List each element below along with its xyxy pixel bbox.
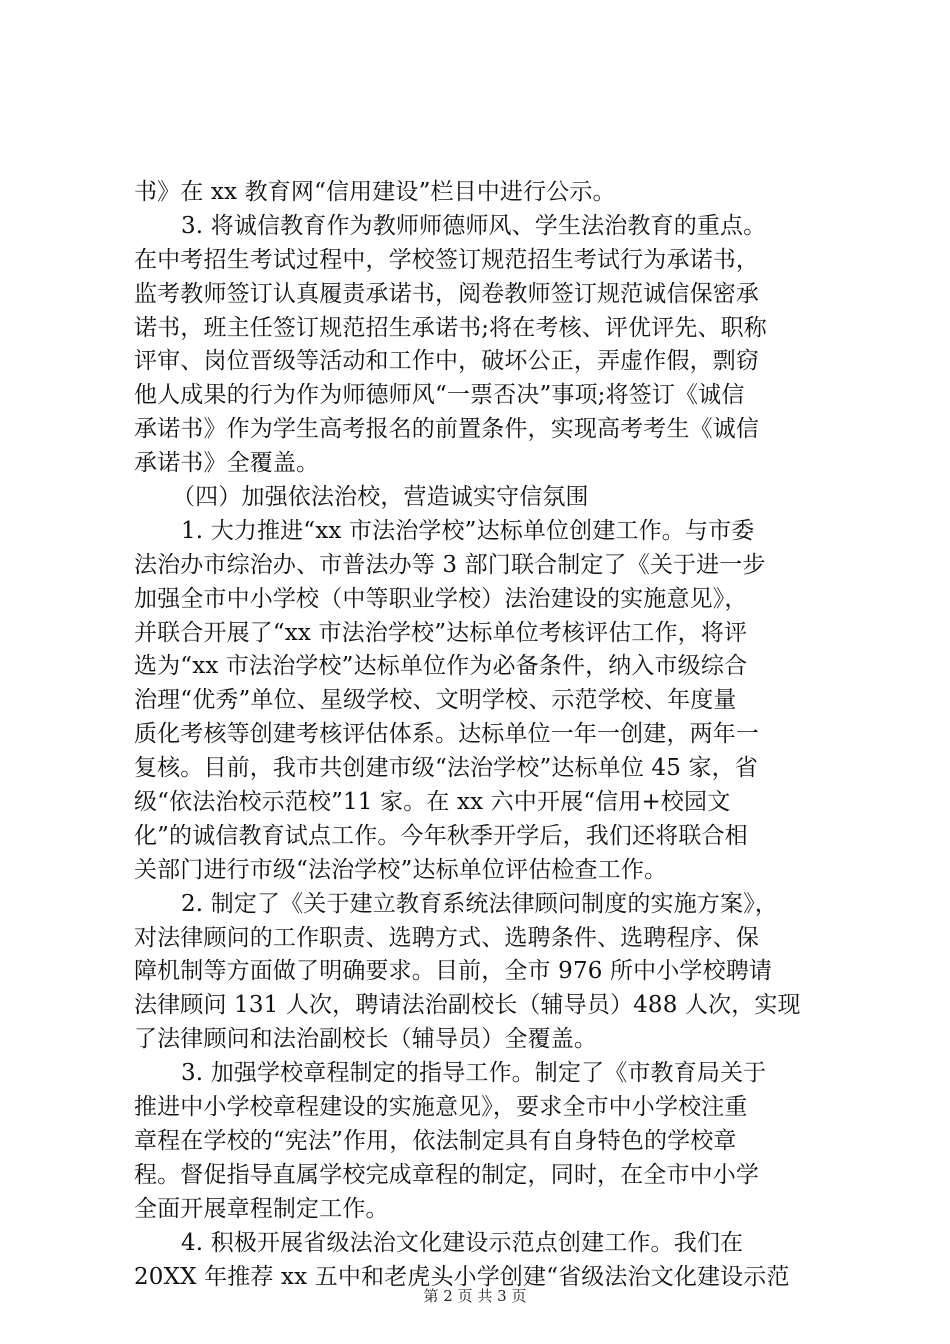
text-line: 程。督促指导直属学校完成章程的制定，同时，在全市中小学 <box>134 1161 760 1188</box>
text-line: 对法律顾问的工作职责、选聘方式、选聘条件、选聘程序、保 <box>134 924 760 951</box>
page-number-footer: 第 2 页 共 3 页 <box>423 1287 527 1305</box>
paragraph-start-line: 4. 积极开展省级法治文化建设示范点创建工作。我们在 <box>181 1229 744 1256</box>
text-line: 选为“xx 市法治学校”达标单位作为必备条件，纳入市级综合 <box>134 653 748 680</box>
text-line: 承诺书》全覆盖。 <box>134 450 320 477</box>
text-line: 质化考核等创建考核评估体系。达标单位一年一创建，两年一 <box>134 721 760 748</box>
text-line: 章程在学校的“宪法”作用，依法制定具有自身特色的学校章 <box>134 1127 737 1154</box>
text-line: 监考教师签订认真履责承诺书，阅卷教师签订规范诚信保密承 <box>134 280 760 307</box>
text-line: 并联合开展了“xx 市法治学校”达标单位考核评估工作，将评 <box>134 619 748 646</box>
text-line: 了法律顾问和法治副校长（辅导员）全覆盖。 <box>134 1026 597 1053</box>
text-line: 全面开展章程制定工作。 <box>134 1195 389 1222</box>
text-line: 评审、岗位晋级等活动和工作中，破坏公正，弄虚作假，剽窃 <box>134 348 760 375</box>
text-line: 加强全市中小学校（中等职业学校）法治建设的实施意见》， <box>134 585 748 612</box>
section-heading: （四）加强依法治校，营造诚实守信氛围 <box>172 484 589 511</box>
text-line: 法治办市综治办、市普法办等 3 部门联合制定了《关于进一步 <box>134 551 766 578</box>
paragraph-start-line: 2. 制定了《关于建立教育系统法律顾问制度的实施方案》， <box>181 890 778 917</box>
text-line: 级“依法治校示范校”11 家。在 xx 六中开展“信用+校园文 <box>134 789 731 816</box>
text-line: 化”的诚信教育试点工作。今年秋季开学后，我们还将联合相 <box>134 822 748 849</box>
text-line: 治理“优秀”单位、星级学校、文明学校、示范学校、年度量 <box>134 687 737 714</box>
text-line: 书》在 xx 教育网“信用建设”栏目中进行公示。 <box>134 179 616 205</box>
text-line: 推进中小学校章程建设的实施意见》，要求全市中小学校注重 <box>134 1094 748 1121</box>
text-line: 障机制等方面做了明确要求。目前，全市 976 所中小学校聘请 <box>134 958 773 985</box>
text-line: 在中考招生考试过程中，学校签订规范招生考试行为承诺书， <box>134 246 760 273</box>
text-line: 他人成果的行为作为师德师风“一票否决”事项;将签订《诚信 <box>134 382 745 409</box>
document-body <box>134 176 826 1294</box>
paragraph-start-line: 3. 将诚信教育作为教师师德师风、学生法治教育的重点。 <box>181 212 767 239</box>
text-line: 20XX 年推荐 xx 五中和老虎头小学创建“省级法治文化建设示范 <box>134 1263 790 1290</box>
text-line: 关部门进行市级“法治学校”达标单位评估检查工作。 <box>134 856 668 883</box>
paragraph-start-line: 1. 大力推进“xx 市法治学校”达标单位创建工作。与市委 <box>181 517 755 544</box>
text-line: 法律顾问 131 人次，聘请法治副校长（辅导员）488 人次，实现 <box>134 992 801 1019</box>
text-line: 复核。目前，我市共创建市级“法治学校”达标单位 45 家，省 <box>134 755 758 782</box>
text-line: 诺书，班主任签订规范招生承诺书;将在考核、评优评先、职称 <box>134 314 767 341</box>
text-line: 承诺书》作为学生高考报名的前置条件，实现高考考生《诚信 <box>134 416 760 443</box>
paragraph-start-line: 3. 加强学校章程制定的指导工作。制定了《市教育局关于 <box>181 1060 767 1087</box>
